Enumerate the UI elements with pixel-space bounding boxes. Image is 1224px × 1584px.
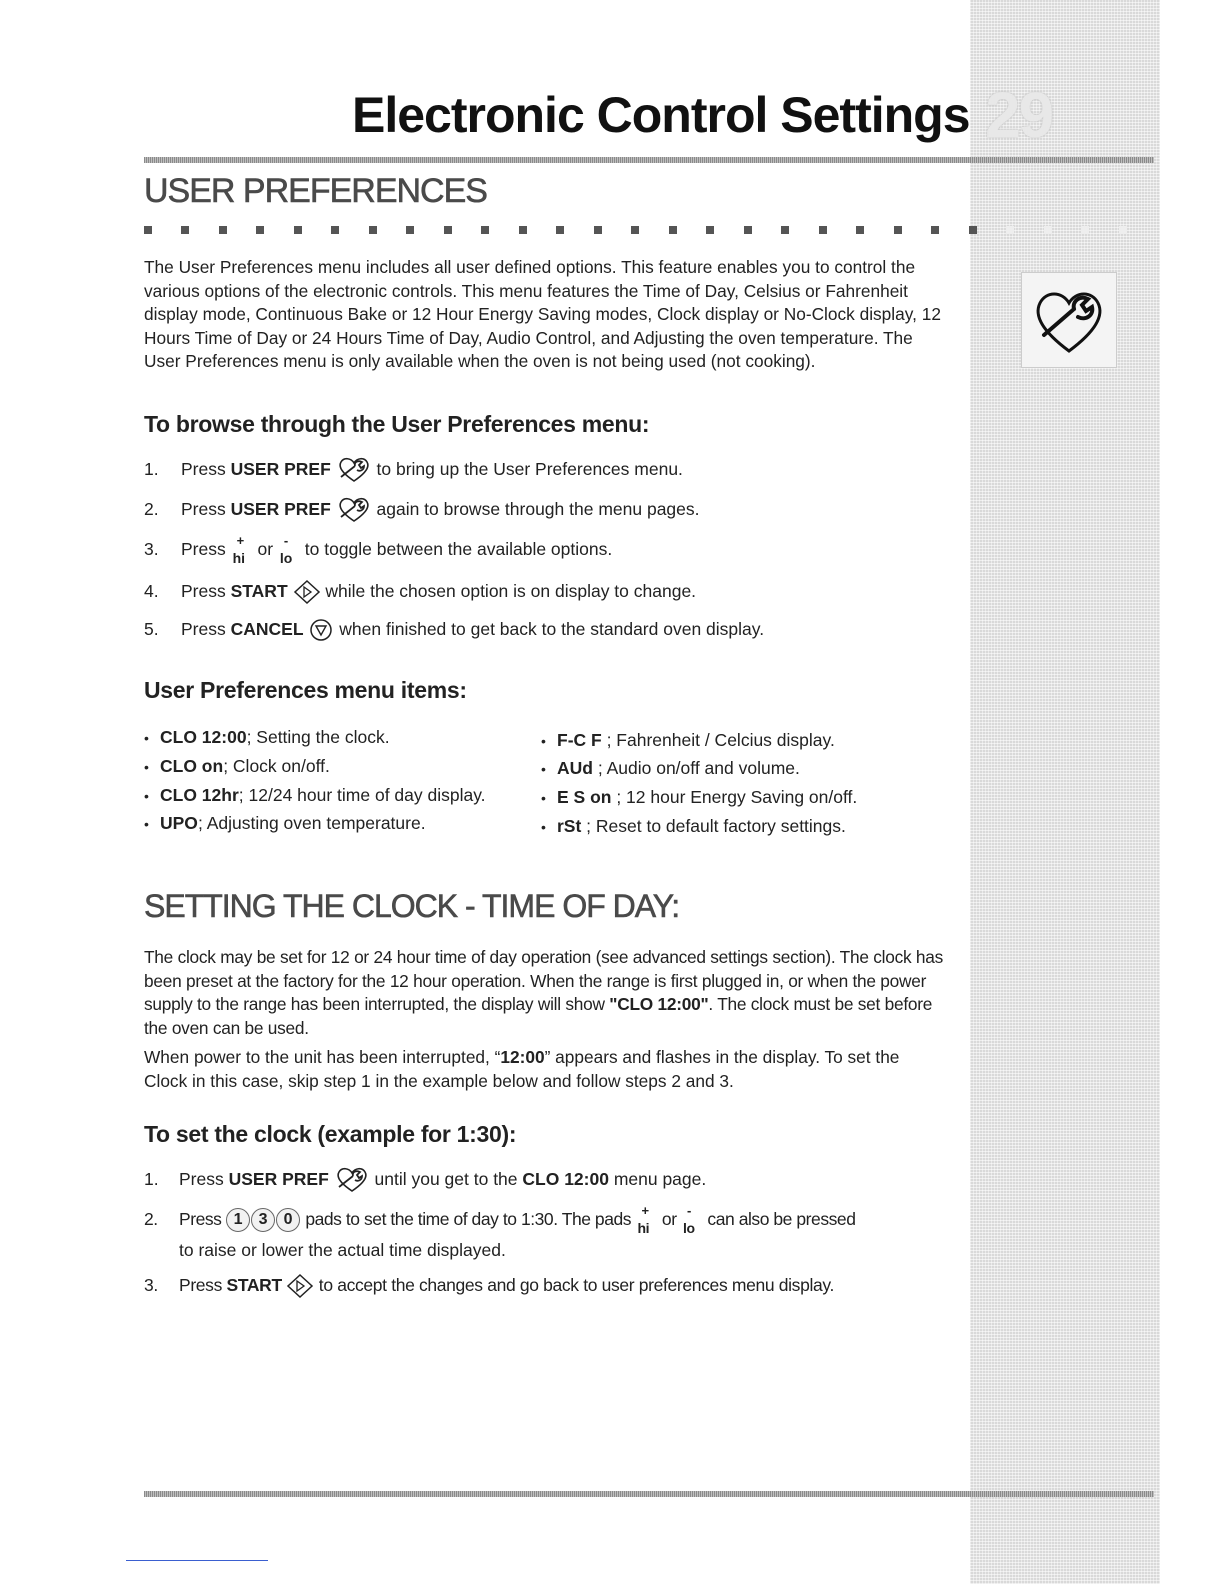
menu-item: • rSt ; Reset to default factory settings. xyxy=(541,816,846,836)
clock-step-3: 3. Press START to accept the changes and go back to user preferences menu display. xyxy=(144,1273,954,1299)
clock-paragraph-1: The clock may be set for 12 or 24 hour time of day operation (see advanced settings section). The clock has been preset at the factory for the 12 hour operation. When the range is first plugged in, or when the power supply to the range has been interrupted, the display will show "CLO 12:00". The clock must be set before the oven can be used. xyxy=(144,947,944,1038)
clock-step-1: 1. Press USER PREF until you get to the CLO 12:00 menu page. xyxy=(144,1167,954,1193)
browse-step-2: 2. Press USER PREF again to browse through the menu pages. xyxy=(144,497,954,523)
menu-item: • CLO on; Clock on/off. xyxy=(144,756,330,776)
browse-step-1: 1. Press USER PREF to bring up the User Preferences menu. xyxy=(144,457,954,483)
menu-item: • F-C F ; Fahrenheit / Celcius display. xyxy=(541,730,835,750)
clock-paragraph-2: When power to the unit has been interrupted, “12:00” appears and flashes in the display. To set the Clock in this case, skip step 1 in the example below and follow steps 2 and 3. xyxy=(144,1047,900,1091)
browse-step-4: 4. Press START while the chosen option is on display to change. xyxy=(144,579,954,605)
section-title-user-preferences: USER PREFERENCES xyxy=(144,172,487,210)
clock-step-2-continued: to raise or lower the actual time displayed. xyxy=(179,1240,506,1260)
browse-title: To browse through the User Preferences menu: xyxy=(144,411,650,437)
wrench-heart-icon xyxy=(1022,273,1116,367)
clock-step-2: 2. Press 1 3 0 pads to set the time of day to 1:30. The pads + hi or - lo can also be pressed xyxy=(144,1203,856,1237)
browse-step-3: 3. Press + hi or - lo to toggle between the available options. xyxy=(144,533,613,567)
sidebar-band xyxy=(970,0,1160,1584)
user-prefs-intro: The User Preferences menu includes all user defined options. This feature enables you to control the various options of the electronic controls. This menu features the Time of Day, Celsius or Fahrenheit display mode, Continuous Bake or 12 Hour Energy Saving modes, Clock display or No-Clock display, 12 Hours Time of Day or 24 Hours Time of Day, Audio Control, and Adjusting the oven temperature. The User Preferences menu is only available when the oven is not being used (not cooking). xyxy=(144,257,941,371)
user-pref-icon xyxy=(336,457,372,483)
user-pref-badge xyxy=(1021,272,1117,368)
footer-link-line xyxy=(126,1560,268,1561)
menu-item: • E S on ; 12 hour Energy Saving on/off. xyxy=(541,787,858,807)
lo-key: - lo xyxy=(279,533,293,567)
menu-item: • CLO 12:00; Setting the clock. xyxy=(144,727,390,747)
page-number: 29 xyxy=(985,79,1053,151)
footer-rule xyxy=(144,1491,1154,1497)
menu-item: • CLO 12hr; 12/24 hour time of day display. xyxy=(144,785,486,805)
lo-key: - lo xyxy=(683,1203,695,1237)
header-rule xyxy=(144,157,1154,163)
start-icon xyxy=(286,1273,314,1299)
menu-item: • AUd ; Audio on/off and volume. xyxy=(541,758,800,778)
section-title-setting-clock: SETTING THE CLOCK - TIME OF DAY: xyxy=(144,888,680,924)
key-1: 1 xyxy=(226,1208,250,1232)
key-3: 3 xyxy=(251,1208,275,1232)
example-title: To set the clock (example for 1:30): xyxy=(144,1121,517,1147)
items-title: User Preferences menu items: xyxy=(144,677,467,703)
start-icon xyxy=(293,579,321,605)
dot-divider xyxy=(144,226,1154,236)
menu-item: • UPO; Adjusting oven temperature. xyxy=(144,813,426,833)
hi-key: + hi xyxy=(232,533,246,567)
user-pref-icon xyxy=(334,1167,370,1193)
user-pref-icon xyxy=(336,497,372,523)
page-title: Electronic Control Settings xyxy=(352,87,970,143)
cancel-icon xyxy=(308,617,334,643)
browse-step-5: 5. Press CANCEL when finished to get back to the standard oven display. xyxy=(144,617,954,643)
key-0: 0 xyxy=(276,1208,300,1232)
hi-key: + hi xyxy=(637,1203,650,1237)
